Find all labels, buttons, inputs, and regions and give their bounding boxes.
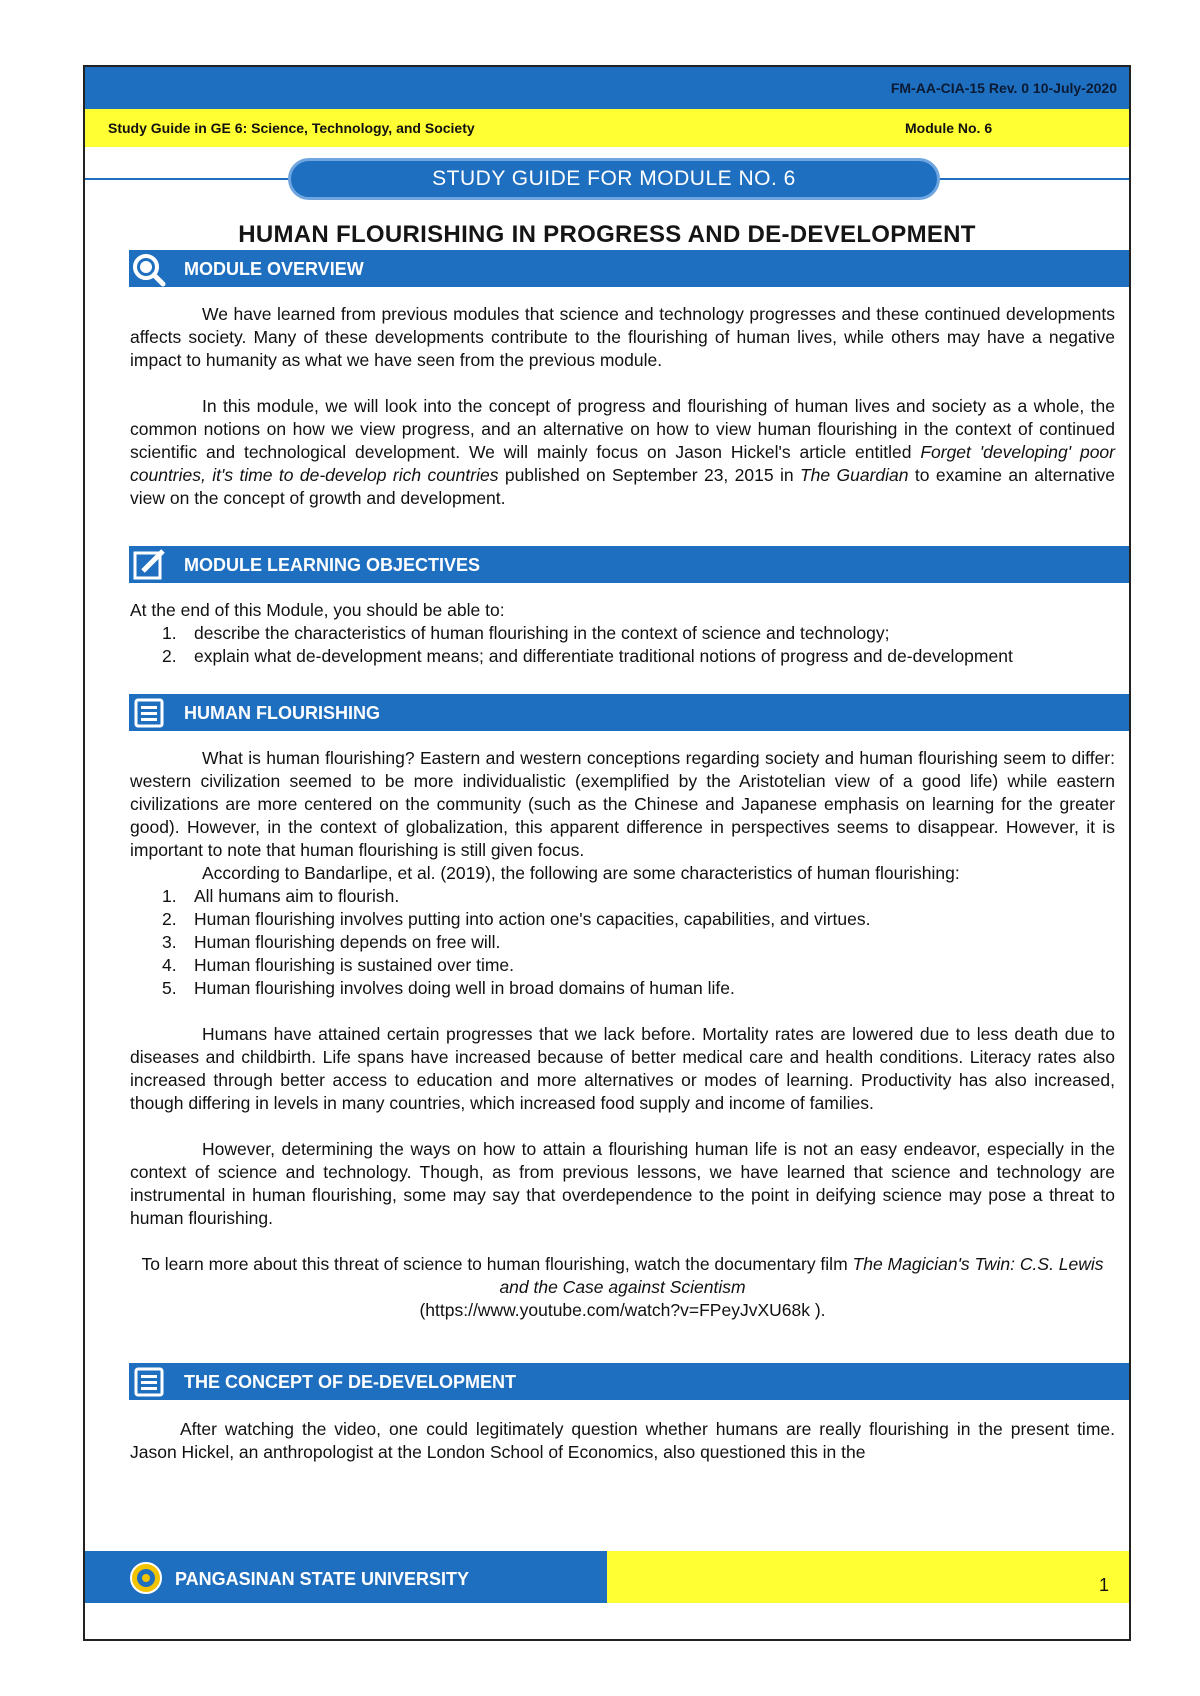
- list-number: 1.: [162, 623, 177, 643]
- list-item-text: Human flourishing involves doing well in broad domains of human life.: [194, 978, 735, 998]
- list-number: 3.: [162, 932, 177, 952]
- page-title: HUMAN FLOURISHING IN PROGRESS AND DE-DEVELOPMENT: [238, 221, 976, 248]
- objectives-intro: At the end of this Module, you should be able to:: [130, 600, 505, 620]
- text-run: published on September 23, 2015 in: [498, 465, 800, 485]
- dedevelopment-text: [130, 1418, 1115, 1464]
- text-run: To learn more about this threat of science to human flourishing, watch the documentary film: [141, 1254, 853, 1274]
- document-reference: FM-AA-CIA-15 Rev. 0 10-July-2020: [890, 80, 1117, 96]
- video-link[interactable]: (https://www.youtube.com/watch?v=FPeyJvXU68k ).: [419, 1300, 826, 1320]
- paragraph: According to Bandarlipe, et al. (2019), the following are some characteristics of human flourishing:: [202, 863, 960, 883]
- university-seal-icon: [129, 1561, 163, 1595]
- section-bar-objectives: [129, 546, 1129, 583]
- list-item: [130, 622, 1115, 645]
- list-item: [130, 908, 1115, 931]
- document-icon: [129, 1363, 169, 1400]
- article-title: Forget 'developing' poor countries, it's time to de-develop rich countries: [130, 442, 1115, 485]
- section-heading: THE CONCEPT OF DE-DEVELOPMENT: [184, 1372, 517, 1392]
- list-item: [130, 931, 1115, 954]
- list-number: 5.: [162, 978, 177, 998]
- section-heading: MODULE OVERVIEW: [184, 259, 364, 279]
- paragraph: [130, 395, 1115, 510]
- characteristics-list: [130, 862, 1115, 1000]
- study-guide-title: Study Guide in GE 6: Science, Technology, and Society: [108, 120, 475, 136]
- magnifier-icon: [129, 250, 169, 287]
- section-bar-dedevelopment: [129, 1363, 1129, 1400]
- header-blue-bar: [85, 67, 1129, 109]
- module-number: Module No. 6: [905, 120, 993, 136]
- list-item: [130, 954, 1115, 977]
- list-item-text: All humans aim to flourish.: [194, 886, 400, 906]
- page-number: 1: [1098, 1575, 1109, 1595]
- flourishing-intro: [130, 747, 1115, 862]
- university-name: PANGASINAN STATE UNIVERSITY: [175, 1569, 470, 1589]
- list-item-text: Human flourishing is sustained over time.: [194, 955, 515, 975]
- list-item: [130, 645, 1115, 668]
- list-number: 2.: [162, 646, 177, 666]
- paragraph: What is human flourishing? Eastern and western conceptions regarding society and human flourishing seem to differ: western civilization seemed to be more individualistic (exemplified by the Aristotelian view of a good life) while eastern civilizations are more centered on the community (such as the Chinese and Japanese emphasis on learning for the greater good). However, in the context of globalization, this apparent difference in perspectives seems to disappear. However, it is important to note that human flourishing is still given focus.: [130, 748, 1115, 860]
- list-item-text: describe the characteristics of human flourishing in the context of science and technology;: [194, 623, 890, 643]
- list-item-text: Human flourishing depends on free will.: [194, 932, 501, 952]
- flourishing-text: [130, 1023, 1115, 1230]
- list-item-text: Human flourishing involves putting into action one's capacities, capabilities, and virtues.: [194, 909, 871, 929]
- paragraph: However, determining the ways on how to attain a flourishing human life is not an easy endeavor, especially in the context of science and technology. Though, as from previous lessons, we have learned that science and technology are instrumental in human flourishing, some may say that overdependence to the point in deifying science may pose a threat to human flourishing.: [130, 1139, 1115, 1228]
- footer-yellow-bar: [607, 1551, 1129, 1603]
- paragraph: After watching the video, one could legitimately question whether humans are really flourishing in the present time. Jason Hickel, an anthropologist at the London School of Economics, also questioned this in the: [130, 1419, 1115, 1462]
- list-number: 4.: [162, 955, 177, 975]
- section-heading: HUMAN FLOURISHING: [184, 703, 380, 723]
- document-icon: [129, 694, 169, 731]
- document-page: [83, 65, 1131, 1641]
- list-item-text: explain what de-development means; and differentiate traditional notions of progress and de-development: [194, 646, 1013, 666]
- section-bar-flourishing: [129, 694, 1129, 731]
- pencil-note-icon: [129, 546, 169, 583]
- text-run: to examine an alternative view on the concept of growth and development.: [130, 465, 1115, 508]
- text-run: In this module, we will look into the concept of progress and flourishing of human lives and society as a whole, the common notions on how we view progress, and an alternative on how to view human flourishing in the context of continued scientific and technological development. We will mainly focus on Jason Hickel's article entitled: [130, 396, 1115, 462]
- list-number: 2.: [162, 909, 177, 929]
- paragraph: Humans have attained certain progresses that we lack before. Mortality rates are lowered due to less death due to diseases and childbirth. Life spans have increased because of better medical care and health conditions. Literacy rates also increased through better access to education and more alternatives or modes of learning. Productivity has also increased, though differing in levels in many countries, which increased food supply and income of families.: [130, 1024, 1115, 1113]
- objectives-list: [130, 599, 1115, 668]
- list-item: [130, 885, 1115, 908]
- section-bar-overview: [129, 250, 1129, 287]
- publication-name: The Guardian: [799, 465, 909, 485]
- study-guide-banner: STUDY GUIDE FOR MODULE NO. 6: [288, 158, 940, 200]
- section-heading: MODULE LEARNING OBJECTIVES: [184, 555, 481, 575]
- list-number: 1.: [162, 886, 177, 906]
- overview-text: [130, 303, 1115, 510]
- video-reference: [130, 1253, 1115, 1322]
- film-title: The Magician's Twin: C.S. Lewis and the Case against Scientism: [499, 1254, 1104, 1297]
- paragraph: We have learned from previous modules that science and technology progresses and these continued developments affects society. Many of these developments contribute to the flourishing of human lives, while others may have a negative impact to humanity as what we have seen from the previous module.: [130, 304, 1115, 370]
- list-item: [130, 977, 1115, 1000]
- video-reference-text: [130, 1253, 1115, 1299]
